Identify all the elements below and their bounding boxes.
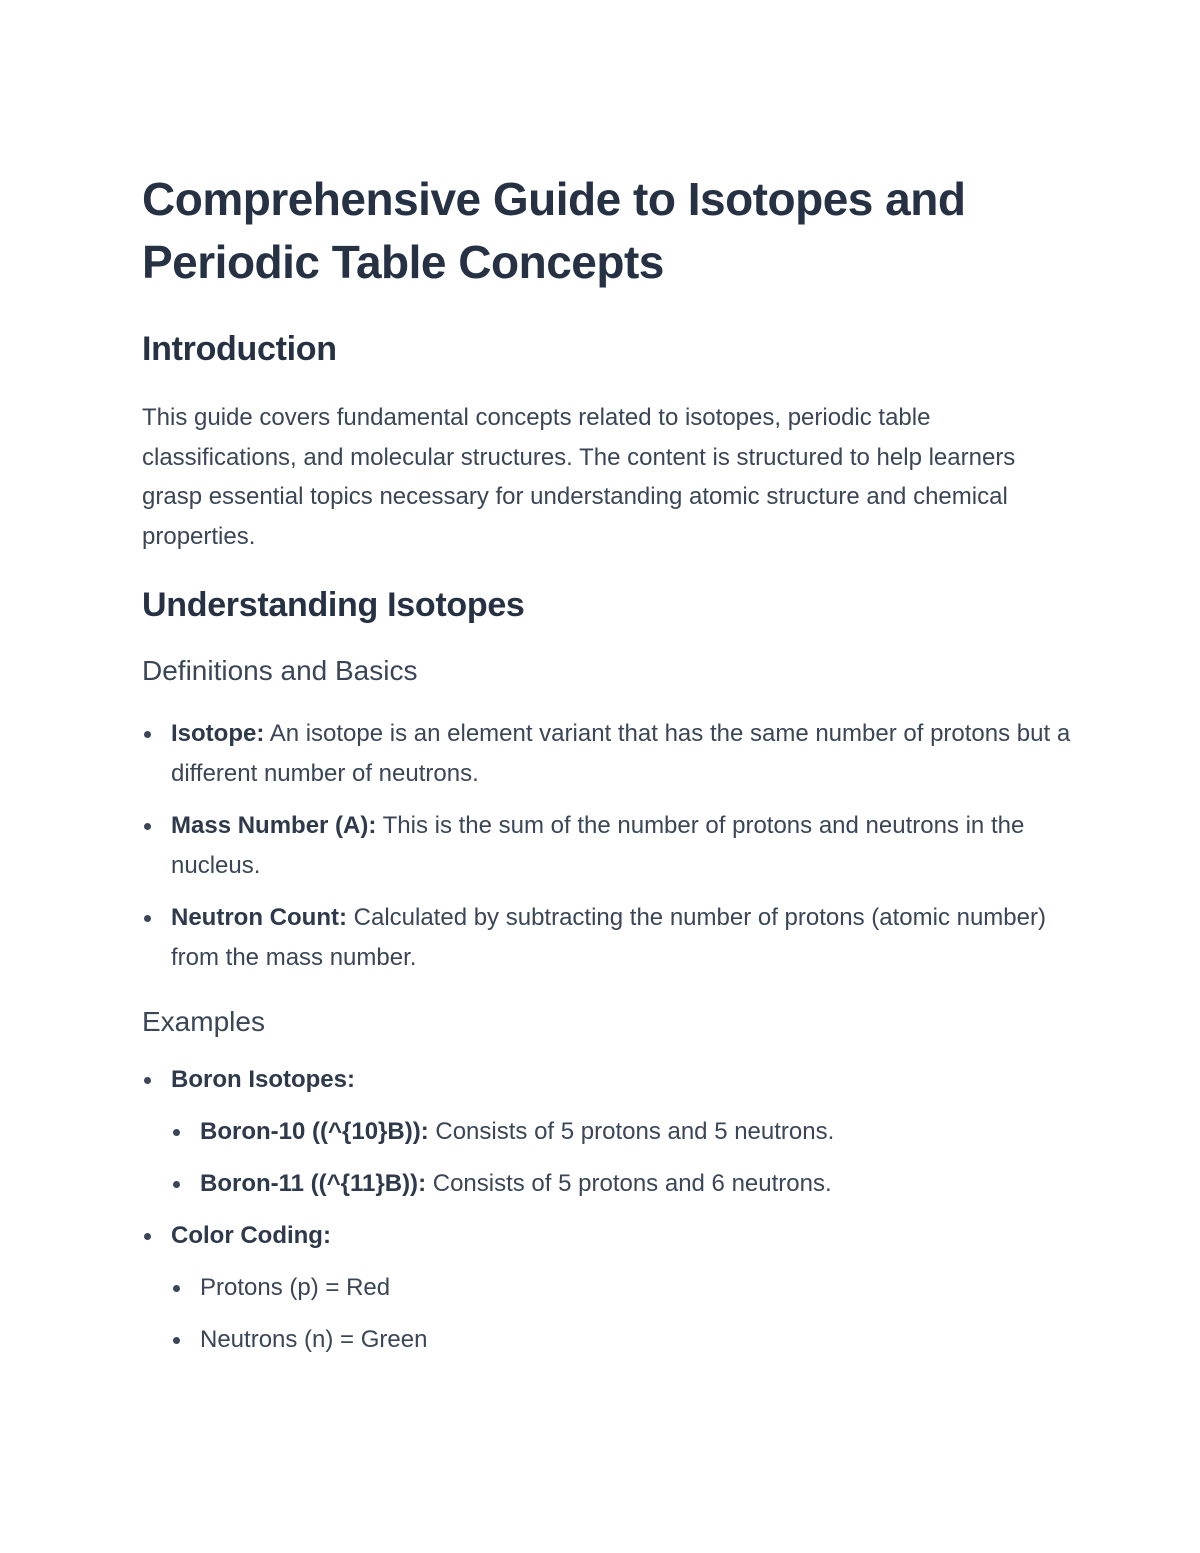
term-label: Color Coding: <box>171 1222 331 1249</box>
list-item <box>171 1268 1072 1308</box>
introduction-paragraph: This guide covers fundamental concepts related to isotopes, periodic table classifications, and molecular structures. The content is structured to help learners grasp essential topics necessary for understanding atomic structure and chemical properties. <box>142 404 1016 550</box>
list-item <box>142 1216 1072 1360</box>
bullet-icon <box>144 1233 151 1240</box>
examples-list <box>142 1060 1072 1360</box>
definitions-heading: Definitions and Basics <box>142 655 418 686</box>
list-item <box>171 1164 1072 1204</box>
bullet-icon <box>144 1077 151 1084</box>
color-coding-sublist <box>171 1268 1072 1360</box>
bullet-icon <box>144 823 151 830</box>
understanding-isotopes-heading: Understanding Isotopes <box>142 586 525 624</box>
document-page <box>142 168 1072 1360</box>
term-description: Consists of 5 protons and 6 neutrons. <box>426 1170 832 1197</box>
term-label: Boron-10 ((^{10}B)): <box>200 1118 429 1145</box>
document-title: Comprehensive Guide to Isotopes and Periodic Table Concepts <box>142 173 966 288</box>
term-label: Neutron Count: <box>171 904 347 931</box>
term-description: Consists of 5 protons and 5 neutrons. <box>428 1118 835 1145</box>
definitions-list <box>142 714 1072 978</box>
examples-heading: Examples <box>142 1006 265 1037</box>
bullet-icon <box>173 1181 180 1188</box>
term-label: Isotope: <box>171 720 265 747</box>
list-item <box>142 806 1072 886</box>
list-item <box>142 714 1072 794</box>
list-item <box>171 1112 1072 1152</box>
bullet-icon <box>173 1129 180 1136</box>
bullet-icon <box>173 1337 180 1344</box>
list-item <box>142 898 1072 978</box>
color-coding-protons: Protons (p) = Red <box>200 1274 391 1301</box>
introduction-heading: Introduction <box>142 330 337 368</box>
term-description: An isotope is an element variant that has the same number of protons but a different number of neutrons. <box>171 720 1071 787</box>
term-label: Boron-11 ((^{11}B)): <box>200 1170 427 1197</box>
term-label: Boron Isotopes: <box>171 1066 356 1093</box>
boron-isotopes-sublist <box>171 1112 1072 1204</box>
term-description: This is the sum of the number of protons and neutrons in the nucleus. <box>171 812 1025 879</box>
list-item <box>171 1320 1072 1360</box>
bullet-icon <box>173 1285 180 1292</box>
bullet-icon <box>144 731 151 738</box>
term-description: Calculated by subtracting the number of protons (atomic number) from the mass number. <box>171 904 1046 971</box>
bullet-icon <box>144 915 151 922</box>
list-item <box>142 1060 1072 1204</box>
color-coding-neutrons: Neutrons (n) = Green <box>200 1326 428 1353</box>
term-label: Mass Number (A): <box>171 812 377 839</box>
